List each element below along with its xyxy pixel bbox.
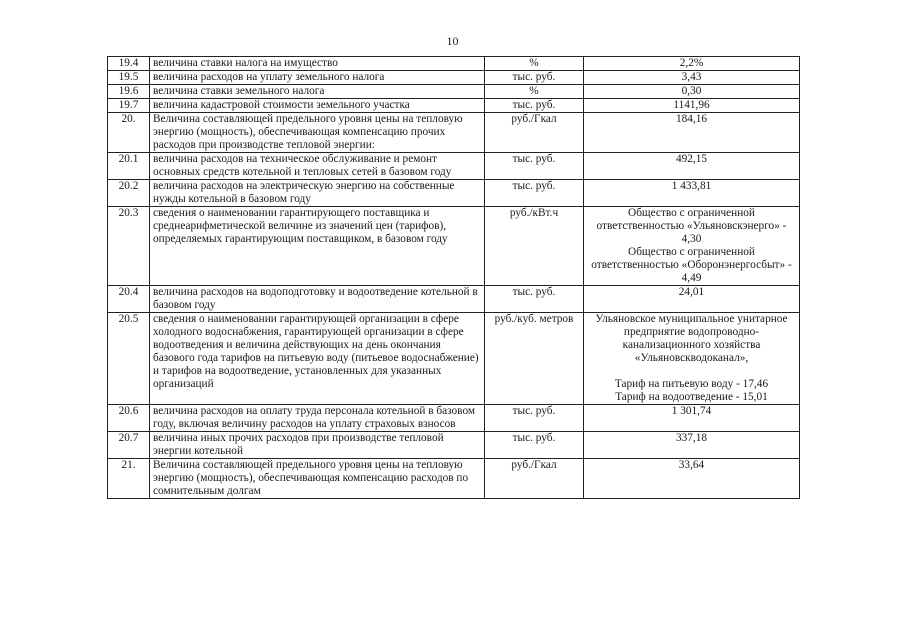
row-description: сведения о наименовании гарантирующей организации в сфере холодного водоснабжения, гарантирующей организации в сфере водоотведения и величина действующих на день окончания базового года тарифов на питьевую воду (питьевое водоснабжение) и тарифов на водоотведение, установленных для указанных организаций	[150, 313, 485, 405]
row-unit: руб./Гкал	[485, 113, 584, 153]
row-description: величина ставки земельного налога	[150, 85, 485, 99]
table-row	[108, 99, 800, 113]
table-row	[108, 207, 800, 286]
row-number: 20.7	[108, 432, 150, 459]
value-line: Ульяновское муниципальное унитарное предприятие водопроводно-канализационного хозяйства «Ульяновскводоканал»,	[595, 313, 788, 364]
row-number: 19.7	[108, 99, 150, 113]
row-value	[584, 286, 800, 313]
row-unit: руб./кВт.ч	[485, 207, 584, 286]
value-line: 492,15	[675, 153, 708, 165]
row-unit: тыс. руб.	[485, 99, 584, 113]
row-unit: %	[485, 85, 584, 99]
value-line: 184,16	[675, 113, 708, 125]
row-number: 20.3	[108, 207, 150, 286]
row-number: 19.6	[108, 85, 150, 99]
table-row	[108, 85, 800, 99]
value-line: 337,18	[675, 432, 708, 444]
row-value	[584, 432, 800, 459]
row-value	[584, 57, 800, 71]
row-value	[584, 313, 800, 405]
row-description: величина расходов на техническое обслуживание и ремонт основных средств котельной и тепловых сетей в базовом году	[150, 153, 485, 180]
table-row	[108, 286, 800, 313]
value-line: 1141,96	[673, 99, 710, 111]
value-line: 3,43	[681, 71, 702, 83]
row-description: величина расходов на уплату земельного налога	[150, 71, 485, 85]
row-value	[584, 99, 800, 113]
table-row	[108, 432, 800, 459]
row-unit: тыс. руб.	[485, 432, 584, 459]
row-description: величина расходов на оплату труда персонала котельной в базовом году, включая величину расходов на уплату страховых взносов	[150, 405, 485, 432]
value-line	[587, 365, 796, 378]
table-row	[108, 71, 800, 85]
row-number: 19.5	[108, 71, 150, 85]
table-row	[108, 57, 800, 71]
row-unit: тыс. руб.	[485, 286, 584, 313]
value-line: 33,64	[678, 459, 705, 471]
value-line: 0,30	[681, 85, 702, 97]
row-unit: тыс. руб.	[485, 405, 584, 432]
row-number: 19.4	[108, 57, 150, 71]
row-value	[584, 180, 800, 207]
row-number: 20.6	[108, 405, 150, 432]
row-value	[584, 113, 800, 153]
value-line: 2,2%	[679, 57, 704, 69]
row-number: 20.5	[108, 313, 150, 405]
value-line: 1 433,81	[671, 180, 712, 192]
row-description: Величина составляющей предельного уровня цены на тепловую энергию (мощность), обеспечивающая компенсацию прочих расходов при производстве тепловой энергии:	[150, 113, 485, 153]
table-row	[108, 153, 800, 180]
row-unit: руб./куб. метров	[485, 313, 584, 405]
table-row	[108, 180, 800, 207]
row-unit: тыс. руб.	[485, 180, 584, 207]
row-description: величина ставки налога на имущество	[150, 57, 485, 71]
row-unit: руб./Гкал	[485, 459, 584, 499]
row-description: величина иных прочих расходов при производстве тепловой энергии котельной	[150, 432, 485, 459]
row-value	[584, 459, 800, 499]
row-unit: тыс. руб.	[485, 71, 584, 85]
value-line: 24,01	[678, 286, 705, 298]
row-value	[584, 207, 800, 286]
value-line: Тариф на питьевую воду - 17,46	[614, 378, 769, 390]
table-row	[108, 459, 800, 499]
row-description: величина расходов на электрическую энергию на собственные нужды котельной в базовом году	[150, 180, 485, 207]
row-unit: %	[485, 57, 584, 71]
row-unit: тыс. руб.	[485, 153, 584, 180]
value-line: Общество с ограниченной ответственностью «Ульяновскэнерго» - 4,30	[596, 207, 787, 245]
table-row	[108, 113, 800, 153]
row-value	[584, 405, 800, 432]
tariff-table	[107, 56, 800, 499]
table-row	[108, 313, 800, 405]
value-line: 1 301,74	[671, 405, 712, 417]
row-value	[584, 85, 800, 99]
table-row	[108, 405, 800, 432]
row-description: сведения о наименовании гарантирующего поставщика и среднеарифметической величине из значений цен (тарифов), определяемых гарантирующим поставщиком, в базовом году	[150, 207, 485, 286]
table-body	[108, 57, 800, 499]
row-number: 20.1	[108, 153, 150, 180]
row-description: величина кадастровой стоимости земельного участка	[150, 99, 485, 113]
row-value	[584, 153, 800, 180]
row-number: 20.2	[108, 180, 150, 207]
row-number: 20.	[108, 113, 150, 153]
value-line: Тариф на водоотведение - 15,01	[615, 391, 768, 403]
value-line: Общество с ограниченной ответственностью «Оборонэнергосбыт» - 4,49	[591, 246, 792, 284]
row-description: величина расходов на водоподготовку и водоотведение котельной в базовом году	[150, 286, 485, 313]
row-number: 20.4	[108, 286, 150, 313]
row-description: Величина составляющей предельного уровня цены на тепловую энергию (мощность), обеспечивающая компенсацию расходов по сомнительным долгам	[150, 459, 485, 499]
page-number: 10	[446, 34, 459, 48]
row-number: 21.	[108, 459, 150, 499]
row-value	[584, 71, 800, 85]
